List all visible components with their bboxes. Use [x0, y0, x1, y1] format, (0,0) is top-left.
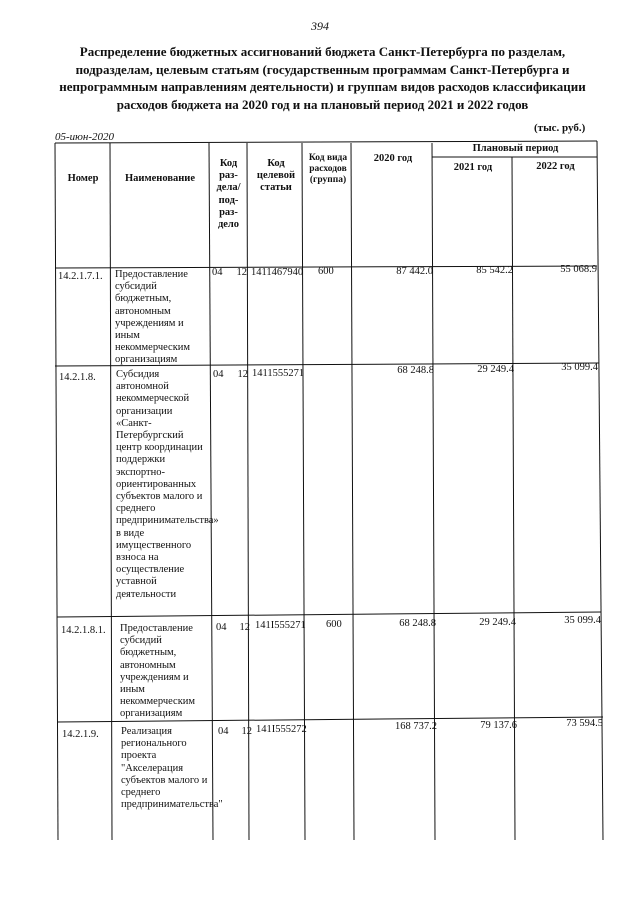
row-target: 1411467940	[251, 267, 304, 278]
row-kind: 600	[318, 266, 334, 277]
units-label: (тыс. руб.)	[534, 122, 586, 134]
header-plan-period: Плановый период	[472, 143, 559, 154]
row-subsection: 12	[237, 369, 248, 380]
row-2021: 85 542.2	[476, 265, 513, 276]
row-subsection: 12	[239, 622, 250, 633]
row-2022: 73 594.5	[566, 718, 603, 729]
row-target: 141I555272	[256, 724, 307, 735]
header-name: Наименование	[125, 173, 195, 184]
row-name: Реализация регионального проекта "Акселерация субъектов малого и среднего предпринимательства"	[121, 726, 223, 811]
header-2020: 2020 год	[373, 153, 413, 164]
row-name: Субсидия автономной некоммерческой организации «Санкт-Петербургский центр координации поддержки экспортно-ориентированных субъектов малого и среднего предпринимательства» в виде имущественного взноса на осуществление уставной деятельности	[116, 369, 219, 600]
row-section: 04	[212, 267, 223, 278]
row-number: 14.2.1.9.	[62, 729, 99, 740]
row-2020: 68 248.8	[397, 365, 434, 376]
header-number: Номер	[67, 173, 99, 184]
row-2022: 35 099.4	[561, 362, 598, 373]
row-2022: 55 068.9	[560, 264, 597, 275]
row-2022: 35 099.4	[564, 615, 601, 626]
row-number: 14.2.1.8.	[59, 372, 96, 383]
row-2021: 29 249.4	[479, 617, 516, 628]
header-section: Код раз- дела/ под- раз- дело	[216, 158, 241, 231]
document-title: Распределение бюджетных ассигнований бюджета Санкт-Петербурга по разделам, подразделам, целевым статьям (государственным программам Санкт-Петербурга и непрограммным направлениям деятельности) и группам видов расходов классификации расходов бюджета на 2020 год и на плановый период 2021 и 2022 годов	[59, 44, 586, 112]
row-subsection: 12	[241, 726, 252, 737]
row-2020: 87 442.0	[396, 266, 433, 277]
row-subsection: 12	[236, 267, 247, 278]
row-section: 04	[218, 726, 229, 737]
row-name: Предоставление субсидий бюджетным, автономным учреждениям и иным некоммерческим организациям	[115, 269, 191, 366]
header-target: Код целевой статьи	[256, 158, 296, 194]
header-kind: Код вида расходов (группа)	[308, 153, 348, 185]
row-number: 14.2.1.7.1.	[58, 271, 103, 282]
row-kind: 600	[326, 619, 342, 630]
row-2020: 168 737.2	[395, 721, 437, 732]
row-target: 1411555271	[252, 368, 305, 379]
row-name: Предоставление субсидий бюджетным, автономным учреждениям и иным некоммерческим организациям	[120, 623, 196, 720]
row-section: 04	[213, 369, 224, 380]
header-2022: 2022 год	[536, 161, 575, 172]
row-section: 04	[216, 622, 227, 633]
row-number: 14.2.1.8.1.	[61, 625, 106, 636]
header-2021: 2021 год	[453, 162, 493, 173]
page-number: 394	[311, 19, 329, 33]
document-date: 05-июн-2020	[55, 131, 115, 143]
row-target: 141I555271	[255, 620, 306, 631]
row-2021: 29 249.4	[477, 364, 514, 375]
row-2021: 79 137.6	[480, 720, 517, 731]
row-2020: 68 248.8	[399, 618, 436, 629]
